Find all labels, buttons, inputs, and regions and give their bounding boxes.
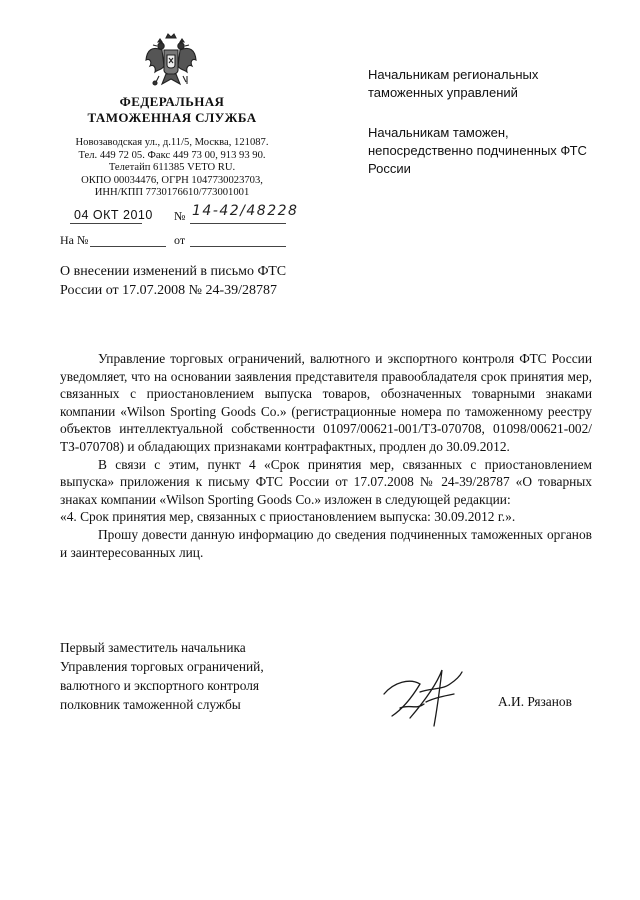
reply-number-blank <box>90 246 166 247</box>
address-line: ОКПО 00034476, ОГРН 1047730023703, <box>81 174 263 186</box>
organization-name-line1: ФЕДЕРАЛЬНАЯ <box>119 94 225 109</box>
registration-date: 04 ОКТ 2010 <box>74 208 153 222</box>
addressee-customs: Начальникам таможен, непосредственно подчиненных ФТС России <box>368 125 587 176</box>
signatory-position-line: Первый заместитель начальника <box>60 640 246 655</box>
state-emblem-icon <box>144 32 198 90</box>
organization-address <box>56 137 288 200</box>
registration-number: 14-42/48228 <box>192 203 299 219</box>
address-line: ИНН/КПП 7730176610/773001001 <box>94 187 250 199</box>
letter-body <box>60 350 592 561</box>
body-paragraph: Прошу довести данную информацию до сведения подчиненных таможенных органов и заинтересованных лиц. <box>60 526 592 560</box>
reply-date-label: от <box>174 233 186 247</box>
reply-number-label: На № <box>60 233 89 247</box>
address-line: Тел. 449 72 05. Факс 449 73 00, 913 93 90. <box>78 149 266 161</box>
signatory-position-line: Управления торговых ограничений, <box>60 659 264 674</box>
registration-date-underline <box>70 223 142 224</box>
body-paragraph: «4. Срок принятия мер, связанных с приостановлением выпуска: 30.09.2012 г.». <box>60 509 516 525</box>
handwritten-signature-icon <box>380 664 466 730</box>
organization-name-line2: ТАМОЖЕННАЯ СЛУЖБА <box>87 110 257 125</box>
registration-stamp <box>60 203 300 226</box>
reply-date-blank <box>190 246 286 247</box>
signatory-name: А.И. Рязанов <box>498 694 572 709</box>
signatory-position <box>60 638 340 714</box>
registration-number-label: № <box>174 209 186 223</box>
addressee-regional: Начальникам региональных таможенных управлений <box>368 67 539 100</box>
body-paragraph: Управление торговых ограничений, валютного и экспортного контроля ФТС России уведомляет, что на основании заявления представителя правообладателя срок принятия мер, связанных с приостановлением выпуска товаров, обозначенных товарными знаками компании «Wilson Sporting Goods Co.» (регистрационные номера по таможенному реестру объектов интеллектуальной собственности 01097/00621-001/ТЗ-070708, 01098/00621-002/ТЗ-070708) и обладающих признаками контрафактных, продлен до 30.09.2012. <box>60 351 592 454</box>
address-line: Новозаводская ул., д.11/5, Москва, 121087. <box>75 137 269 148</box>
letter-subject: О внесении изменений в письмо ФТС России от 17.07.2008 № 24-39/28787 <box>60 264 287 298</box>
signatory-position-line: валютного и экспортного контроля <box>60 678 260 693</box>
reply-reference <box>60 233 300 251</box>
organization-name <box>62 94 282 126</box>
body-paragraph: В связи с этим, пункт 4 «Срок принятия мер, связанных с приостановлением выпуска» приложения к письму ФТС России от 17.07.2008 № 24-39/28787 «О товарных знаках компании «Wilson Sporting Goods Co.» изложен в следующей редакции: <box>60 456 592 507</box>
signatory-position-line: полковник таможенной службы <box>60 697 241 712</box>
address-line: Телетайп 611385 VETO RU. <box>108 162 236 174</box>
registration-number-underline <box>190 223 286 224</box>
